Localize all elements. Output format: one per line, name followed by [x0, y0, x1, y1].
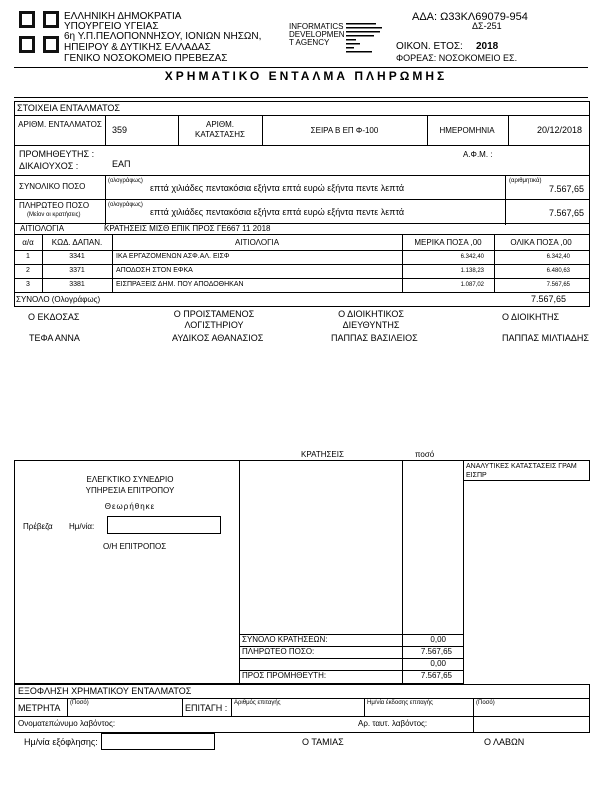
payable-amount: 7.567,65: [548, 208, 584, 218]
sum-deductions-label: ΣΥΝΟΛΟ ΚΡΑΤΗΣΕΩΝ:: [242, 635, 328, 644]
name-issuer: ΤΕΦΑ ΑΝΝΑ: [29, 333, 80, 343]
rule: [105, 175, 106, 225]
col-partial: ΜΕΡΙΚΑ ΠΟΣΑ ,00: [414, 238, 482, 247]
row-description: ΕΙΣΠΡΑΞΕΙΣ ΔΗΜ. ΠΟΥ ΑΠΟΔΟΘΗΚΑΝ: [116, 281, 244, 288]
row-code: 3381: [69, 281, 85, 288]
to-supplier-label: ΠΡΟΣ ΠΡΟΜΗΘΕΥΤΗ:: [242, 671, 327, 680]
row-description: ΙΚΑ ΕΡΓΑΖΟΜΕΝΩΝ ΑΣΦ.ΑΛ. ΕΙΣΦ: [116, 253, 230, 260]
payment-date-input[interactable]: [101, 733, 215, 750]
analysis-label: ΑΝΑΛΥΤΙΚΕΣ ΚΑΤΑΣΤΑΣΕΙΣ ΓΡΑΜ ΕΙΣΠΡ: [466, 463, 577, 479]
order-date: 20/12/2018: [536, 125, 582, 135]
rule: [14, 175, 590, 176]
rule: [105, 115, 106, 145]
rule: [67, 698, 68, 716]
payable-sub: (Μείον οι κρατήσεις): [27, 212, 81, 218]
fiscal-year-label: ΟΙΚΟΝ. ΕΤΟΣ:: [396, 41, 463, 52]
order-section-title: ΣΤΟΙΧΕΙΑ ΕΝΤΑΛΜΑΤΟΣ: [17, 103, 120, 113]
rule: [14, 115, 590, 116]
row-partial: 6.342,40: [460, 254, 484, 260]
agency-label: ΦΟΡΕΑΣ: ΝΟΣΟΚΟΜΕΙΟ ΕΣ.: [396, 53, 518, 63]
agency-line-3: T AGENCY: [289, 38, 330, 47]
payable-words-tag: (ολογράφως): [108, 202, 143, 208]
ds-code: ΔΣ-251: [472, 21, 502, 31]
to-supplier: 7.567,65: [420, 671, 452, 680]
row-index: 1: [26, 253, 30, 260]
cash-label: ΜΕΤΡΗΤΑ: [18, 703, 61, 713]
org-line-5: ΓΕΝΙΚΟ ΝΟΣΟΚΟΜΕΙΟ ΠΡΕΒΕΖΑΣ: [64, 53, 228, 64]
agency-fine-print: [346, 22, 386, 54]
sum-amount: 7.567,65: [530, 294, 566, 304]
supplier-name: ΕΑΠ: [112, 159, 131, 169]
cheque-label: ΕΠΙΤΑΓΗ :: [185, 703, 228, 713]
audit-payable-label: ΠΛΗΡΩΤΕΟ ΠΟΣΟ:: [242, 647, 315, 656]
row-total: 6.342,40: [546, 254, 570, 260]
title-rule-bottom: [14, 97, 588, 98]
cheque-date-tag: Ημ/νία έκδοσης επιταγής: [367, 700, 433, 706]
order-number: 359: [112, 125, 128, 135]
numeric-tag: (αριθμητικά): [509, 178, 542, 184]
col-index: α/α: [22, 238, 34, 247]
cheque-amount-tag: (Ποσό): [476, 700, 495, 706]
col-code: ΚΩΔ. ΔΑΠΑΝ.: [51, 238, 103, 247]
org-line-4: ΗΠΕΙΡΟΥ & ΔΥΤΙΚΗΣ ΕΛΛΑΔΑΣ: [64, 42, 211, 53]
role-admin-director: Ο ΔΙΟΙΚΗΤΙΚΟΣ ΔΙΕΥΘΥΝΤΗΣ: [338, 309, 404, 330]
total-amount: 7.567,65: [548, 184, 584, 194]
rule: [14, 250, 590, 251]
row-total: 7.567,65: [546, 282, 570, 288]
rule: [402, 460, 403, 684]
page-title: ΧΡΗΜΑΤΙΚΟ ΕΝΤΑΛΜΑ ΠΛΗΡΩΜΗΣ: [164, 69, 448, 83]
sum-label: ΣΥΝΟΛΟ (Ολογράφως): [16, 295, 101, 304]
rule: [178, 115, 179, 145]
cash-amount-tag: (Ποσό): [70, 700, 89, 706]
rule: [182, 698, 183, 716]
col-description: ΑΙΤΙΟΛΟΓΙΑ: [234, 238, 280, 247]
rule: [508, 115, 509, 145]
recipient-id-label: Αρ. ταυτ. λαβόντος:: [358, 719, 428, 728]
rule: [14, 292, 590, 293]
rule: [14, 716, 590, 717]
title-rule-top: [14, 67, 588, 68]
role-issuer: Ο ΕΚΔΟΣΑΣ: [28, 312, 80, 322]
status-number-label: ΑΡΙΘΜ. ΚΑΤΑΣΤΑΣΗΣ: [195, 120, 245, 139]
fiscal-year: 2018: [476, 41, 499, 52]
cheque-number-tag: Αριθμός επιταγής: [234, 700, 281, 706]
sum-deductions: 0,00: [430, 635, 446, 644]
audit-place: Πρέβεζα: [23, 522, 53, 531]
court-line-2: ΥΠΗΡΕΣΙΑ ΕΠΙΤΡΟΠΟΥ: [85, 486, 175, 495]
total-words: επτά χιλιάδες πεντακόσια εξήντα επτά ευρώ εξήντα πεντε λεπτά: [150, 183, 405, 193]
col-total: ΟΛΙΚΑ ΠΟΣΑ ,00: [510, 238, 572, 247]
rule: [14, 199, 590, 200]
org-line-3: 6η Υ.Π.ΠΕΛΟΠΟΝΝΗΣΟΥ, ΙΟΝΙΩΝ ΝΗΣΩΝ,: [64, 31, 262, 42]
rule: [14, 698, 590, 699]
amount-label: ποσό: [415, 450, 435, 459]
recipient-label: Ονοματεπώνυμο λαβόντος:: [18, 719, 116, 728]
audit-date-input[interactable]: [107, 516, 221, 534]
deductions-label: ΚΡΑΤΗΣΕΙΣ: [301, 450, 344, 459]
audit-date-label: Ημ/νία:: [69, 522, 95, 531]
cashier-label: Ο ΤΑΜΙΑΣ: [302, 737, 344, 747]
payment-date-label: Ημ/νία εξόφλησης:: [24, 737, 98, 747]
name-admin-director: ΠΑΠΠΑΣ ΒΑΣΙΛΕΙΟΣ: [331, 333, 418, 343]
name-accounting-head: ΑΥΔΙΚΟΣ ΑΘΑΝΑΣΙΟΣ: [172, 333, 264, 343]
row-total: 6.480,63: [546, 268, 570, 274]
row-partial: 1.138,23: [460, 268, 484, 274]
payable-words: επτά χιλιάδες πεντακόσια εξήντα επτά ευρώ εξήντα πεντε λεπτά: [150, 207, 405, 217]
org-line-2: ΥΠΟΥΡΓΕΙΟ ΥΓΕΙΑΣ: [64, 21, 159, 32]
role-accounting-head: Ο ΠΡΟΙΣΤΑΜΕΝΟΣ ΛΟΓΙΣΤΗΡΙΟΥ: [173, 309, 255, 330]
rule: [239, 460, 240, 684]
row-index: 3: [26, 281, 30, 288]
agency-line-2: DEVELOPMEN: [289, 30, 345, 39]
supplier-label: ΠΡΟΜΗΘΕΥΤΗΣ : ΔΙΚΑΙΟΥΧΟΣ :: [19, 149, 95, 171]
ada-code: ΑΔΑ: Ω33ΚΛ69079-954: [412, 11, 528, 23]
agency-line-1: INFORMATICS: [289, 22, 344, 31]
greek-emblem-logo: [19, 11, 59, 53]
rule: [231, 698, 232, 716]
total-label: ΣΥΝΟΛΙΚΟ ΠΟΣΟ: [19, 182, 86, 191]
rule: [505, 175, 506, 225]
role-governor: Ο ΔΙΟΙΚΗΤΗΣ: [502, 312, 560, 322]
receiver-label: Ο ΛΑΒΩΝ: [484, 737, 525, 747]
afm-label: Α.Φ.Μ. :: [463, 150, 493, 159]
rule: [14, 145, 590, 146]
org-line-1: ΕΛΛΗΝΙΚΗ ΔΗΜΟΚΡΑΤΙΑ: [64, 11, 182, 22]
audit-extra: 0,00: [430, 659, 446, 668]
audit-payable: 7.567,65: [420, 647, 452, 656]
rule: [14, 264, 590, 265]
row-partial: 1.087,02: [460, 282, 484, 288]
viewed-label: Θεωρήθηκε: [104, 502, 156, 511]
order-number-label: ΑΡΙΘΜ. ΕΝΤΑΛΜΑΤΟΣ: [18, 120, 102, 129]
reason-text: ΚΡΑΤΗΣΕΙΣ ΜΙΣΘ ΕΠΙΚ ΠΡΟΣ ΓΕ667 11 2018: [104, 224, 271, 233]
row-code: 3371: [69, 267, 85, 274]
reason-label: ΑΙΤΙΟΛΟΓΙΑ: [20, 224, 65, 233]
rule: [14, 234, 590, 235]
row-index: 2: [26, 267, 30, 274]
order-series: ΣΕΙΡΑ Β ΕΠ Φ-100: [310, 126, 379, 135]
row-description: ΑΠΟΔΟΣΗ ΣΤΟΝ ΕΦΚΑ: [116, 267, 193, 274]
rule: [14, 278, 590, 279]
rule: [14, 223, 590, 224]
row-code: 3341: [69, 253, 85, 260]
commissioner-label: Ο/Η ΕΠΙΤΡΟΠΟΣ: [103, 542, 167, 551]
date-label: ΗΜΕΡΟΜΗΝΙΑ: [439, 126, 495, 135]
name-governor: ΠΑΠΠΑΣ ΜΙΛΤΙΑΔΗΣ: [502, 333, 589, 343]
court-line-1: ΕΛΕΓΚΤΙΚΟ ΣΥΝΕΔΡΙΟ: [86, 475, 174, 484]
payable-label: ΠΛΗΡΩΤΕΟ ΠΟΣΟ: [19, 201, 90, 210]
rule: [364, 698, 365, 716]
settlement-title: ΕΞΟΦΛΗΣΗ ΧΡΗΜΑΤΙΚΟΥ ΕΝΤΑΛΜΑΤΟΣ: [18, 686, 192, 696]
total-words-tag: (ολογράφως): [108, 178, 143, 184]
